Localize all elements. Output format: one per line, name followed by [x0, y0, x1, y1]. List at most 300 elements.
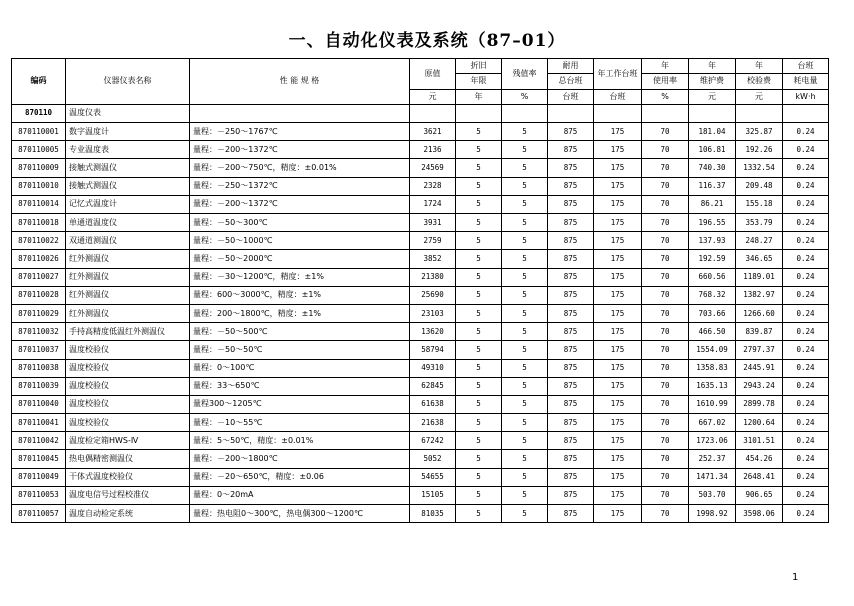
- row-price: 3931: [410, 214, 456, 232]
- row-residual: 5: [502, 141, 548, 159]
- row-annual: 175: [594, 177, 642, 195]
- row-annual: 175: [594, 304, 642, 322]
- row-use: 70: [642, 214, 689, 232]
- row-power: 0.24: [783, 159, 829, 177]
- row-use: 70: [642, 432, 689, 450]
- row-price: 1724: [410, 195, 456, 213]
- row-years: 5: [456, 323, 502, 341]
- row-maint: 1554.09: [689, 341, 736, 359]
- row-annual: 175: [594, 232, 642, 250]
- row-durable: 875: [548, 486, 594, 504]
- row-durable: 875: [548, 414, 594, 432]
- row-use: 70: [642, 414, 689, 432]
- unit-maint: 元: [689, 89, 736, 104]
- header-residual: 残值率: [502, 59, 548, 90]
- row-calib: 1200.64: [736, 414, 783, 432]
- row-name: 温度校验仪: [66, 341, 190, 359]
- row-code: 870110018: [12, 214, 66, 232]
- header-row-1: [12, 59, 829, 74]
- row-spec: 量程：－250～1767℃: [190, 123, 410, 141]
- instrument-table: [11, 58, 829, 523]
- row-code: 870110042: [12, 432, 66, 450]
- row-price: 49310: [410, 359, 456, 377]
- header-calib: 年: [736, 59, 783, 74]
- category-row: [12, 104, 829, 122]
- row-code: 870110057: [12, 505, 66, 523]
- row-code: 870110005: [12, 141, 66, 159]
- table-row: [12, 341, 829, 359]
- row-name: 红外测温仪: [66, 268, 190, 286]
- row-durable: 875: [548, 395, 594, 413]
- row-residual: 5: [502, 468, 548, 486]
- row-residual: 5: [502, 323, 548, 341]
- row-maint: 1998.92: [689, 505, 736, 523]
- header-use-rate: 使用率: [642, 74, 689, 89]
- row-name: 接触式测温仪: [66, 177, 190, 195]
- header-name: 仪器仪表名称: [66, 59, 190, 105]
- row-name: 专业温度表: [66, 141, 190, 159]
- row-calib: 2797.37: [736, 341, 783, 359]
- row-code: 870110039: [12, 377, 66, 395]
- row-residual: 5: [502, 304, 548, 322]
- row-durable: 875: [548, 214, 594, 232]
- row-code: 870110022: [12, 232, 66, 250]
- row-use: 70: [642, 395, 689, 413]
- header-use: 年: [642, 59, 689, 74]
- row-years: 5: [456, 195, 502, 213]
- row-name: 温度自动检定系统: [66, 505, 190, 523]
- unit-annual: 台班: [594, 89, 642, 104]
- row-calib: 209.48: [736, 177, 783, 195]
- row-spec: 量程：5～50℃，精度：±0.01%: [190, 432, 410, 450]
- row-spec: 量程：－250～1372℃: [190, 177, 410, 195]
- row-residual: 5: [502, 232, 548, 250]
- row-calib: 1266.60: [736, 304, 783, 322]
- row-use: 70: [642, 450, 689, 468]
- row-durable: 875: [548, 195, 594, 213]
- row-calib: 906.65: [736, 486, 783, 504]
- row-maint: 503.70: [689, 486, 736, 504]
- row-name: 温度校验仪: [66, 359, 190, 377]
- row-maint: 196.55: [689, 214, 736, 232]
- row-code: 870110041: [12, 414, 66, 432]
- table-row: [12, 377, 829, 395]
- row-spec: 量程：－200～750℃，精度：±0.01%: [190, 159, 410, 177]
- header-maint-fee: 维护费: [689, 74, 736, 89]
- row-use: 70: [642, 195, 689, 213]
- row-years: 5: [456, 395, 502, 413]
- row-code: 870110014: [12, 195, 66, 213]
- row-years: 5: [456, 177, 502, 195]
- row-calib: 2648.41: [736, 468, 783, 486]
- row-use: 70: [642, 250, 689, 268]
- row-years: 5: [456, 468, 502, 486]
- row-price: 23103: [410, 304, 456, 322]
- row-name: 双通道测温仪: [66, 232, 190, 250]
- row-durable: 875: [548, 250, 594, 268]
- row-residual: 5: [502, 250, 548, 268]
- header-maint: 年: [689, 59, 736, 74]
- row-code: 870110037: [12, 341, 66, 359]
- row-durable: 875: [548, 359, 594, 377]
- row-name: 温度校验仪: [66, 395, 190, 413]
- table-row: [12, 250, 829, 268]
- row-calib: 325.87: [736, 123, 783, 141]
- row-power: 0.24: [783, 123, 829, 141]
- row-code: 870110028: [12, 286, 66, 304]
- row-annual: 175: [594, 486, 642, 504]
- row-use: 70: [642, 486, 689, 504]
- row-spec: 量程：－50～50℃: [190, 341, 410, 359]
- row-name: 干体式温度校验仪: [66, 468, 190, 486]
- row-maint: 116.37: [689, 177, 736, 195]
- row-code: 870110045: [12, 450, 66, 468]
- row-annual: 175: [594, 377, 642, 395]
- table-row: [12, 395, 829, 413]
- row-maint: 137.93: [689, 232, 736, 250]
- row-spec: 量程：－50～500℃: [190, 323, 410, 341]
- row-residual: 5: [502, 268, 548, 286]
- row-durable: 875: [548, 159, 594, 177]
- row-spec: 量程：－10～55℃: [190, 414, 410, 432]
- row-power: 0.24: [783, 414, 829, 432]
- row-years: 5: [456, 486, 502, 504]
- row-name: 温度校验仪: [66, 414, 190, 432]
- row-annual: 175: [594, 159, 642, 177]
- row-maint: 1723.06: [689, 432, 736, 450]
- row-calib: 454.26: [736, 450, 783, 468]
- unit-price: 元: [410, 89, 456, 104]
- row-power: 0.24: [783, 323, 829, 341]
- table-row: [12, 414, 829, 432]
- row-years: 5: [456, 232, 502, 250]
- row-annual: 175: [594, 123, 642, 141]
- row-maint: 667.02: [689, 414, 736, 432]
- row-residual: 5: [502, 123, 548, 141]
- row-code: 870110053: [12, 486, 66, 504]
- row-price: 21380: [410, 268, 456, 286]
- page-title: 一、自动化仪表及系统（87–01）: [288, 31, 566, 51]
- row-durable: 875: [548, 232, 594, 250]
- row-residual: 5: [502, 414, 548, 432]
- row-durable: 875: [548, 377, 594, 395]
- row-use: 70: [642, 323, 689, 341]
- row-power: 0.24: [783, 304, 829, 322]
- category-code: 870110: [12, 104, 66, 122]
- row-calib: 839.87: [736, 323, 783, 341]
- row-power: 0.24: [783, 250, 829, 268]
- table-row: [12, 323, 829, 341]
- row-price: 58794: [410, 341, 456, 359]
- row-name: 记忆式温度计: [66, 195, 190, 213]
- row-price: 54655: [410, 468, 456, 486]
- row-maint: 252.37: [689, 450, 736, 468]
- row-maint: 1610.99: [689, 395, 736, 413]
- row-years: 5: [456, 286, 502, 304]
- row-years: 5: [456, 432, 502, 450]
- row-annual: 175: [594, 505, 642, 523]
- row-power: 0.24: [783, 395, 829, 413]
- row-residual: 5: [502, 359, 548, 377]
- row-name: 温度电信号过程校准仪: [66, 486, 190, 504]
- table-row: [12, 159, 829, 177]
- row-power: 0.24: [783, 486, 829, 504]
- row-use: 70: [642, 505, 689, 523]
- row-price: 3621: [410, 123, 456, 141]
- unit-calib: 元: [736, 89, 783, 104]
- row-name: 手持高精度低温红外测温仪: [66, 323, 190, 341]
- row-spec: 量程：－50～1000℃: [190, 232, 410, 250]
- row-years: 5: [456, 414, 502, 432]
- header-durable: 耐用: [548, 59, 594, 74]
- row-years: 5: [456, 341, 502, 359]
- row-annual: 175: [594, 359, 642, 377]
- row-use: 70: [642, 232, 689, 250]
- row-annual: 175: [594, 414, 642, 432]
- table-row: [12, 214, 829, 232]
- unit-durable: 台班: [548, 89, 594, 104]
- row-durable: 875: [548, 432, 594, 450]
- row-spec: 量程：－50～2000℃: [190, 250, 410, 268]
- row-use: 70: [642, 141, 689, 159]
- row-name: 数字温度计: [66, 123, 190, 141]
- row-maint: 1471.34: [689, 468, 736, 486]
- row-spec: 量程：0～20mA: [190, 486, 410, 504]
- row-years: 5: [456, 123, 502, 141]
- row-residual: 5: [502, 159, 548, 177]
- row-annual: 175: [594, 214, 642, 232]
- table-row: [12, 268, 829, 286]
- row-name: 热电偶精密测温仪: [66, 450, 190, 468]
- row-power: 0.24: [783, 341, 829, 359]
- row-maint: 181.04: [689, 123, 736, 141]
- row-maint: 1358.83: [689, 359, 736, 377]
- row-code: 870110038: [12, 359, 66, 377]
- table-row: [12, 304, 829, 322]
- row-spec: 量程：0～100℃: [190, 359, 410, 377]
- row-residual: 5: [502, 177, 548, 195]
- row-years: 5: [456, 250, 502, 268]
- unit-residual: %: [502, 89, 548, 104]
- row-code: 870110049: [12, 468, 66, 486]
- row-annual: 175: [594, 323, 642, 341]
- header-calib-fee: 校验费: [736, 74, 783, 89]
- row-use: 70: [642, 123, 689, 141]
- row-calib: 2899.78: [736, 395, 783, 413]
- row-residual: 5: [502, 432, 548, 450]
- row-price: 2328: [410, 177, 456, 195]
- row-years: 5: [456, 159, 502, 177]
- row-calib: 192.26: [736, 141, 783, 159]
- row-power: 0.24: [783, 214, 829, 232]
- row-calib: 2445.91: [736, 359, 783, 377]
- header-durable-total: 总台班: [548, 74, 594, 89]
- row-price: 3852: [410, 250, 456, 268]
- row-durable: 875: [548, 141, 594, 159]
- row-annual: 175: [594, 341, 642, 359]
- row-price: 2759: [410, 232, 456, 250]
- row-price: 61638: [410, 395, 456, 413]
- row-durable: 875: [548, 268, 594, 286]
- row-years: 5: [456, 359, 502, 377]
- row-maint: 106.81: [689, 141, 736, 159]
- row-annual: 175: [594, 195, 642, 213]
- row-code: 870110010: [12, 177, 66, 195]
- unit-years: 年: [456, 89, 502, 104]
- row-use: 70: [642, 286, 689, 304]
- header-annual-work: 年工作台班: [594, 59, 642, 90]
- row-use: 70: [642, 341, 689, 359]
- table-row: [12, 505, 829, 523]
- row-price: 25690: [410, 286, 456, 304]
- table-row: [12, 432, 829, 450]
- row-calib: 2943.24: [736, 377, 783, 395]
- table-row: [12, 195, 829, 213]
- row-price: 62845: [410, 377, 456, 395]
- row-code: 870110040: [12, 395, 66, 413]
- row-annual: 175: [594, 432, 642, 450]
- unit-power: kW·h: [783, 89, 829, 104]
- row-spec: 量程：－20～650℃，精度：±0.06: [190, 468, 410, 486]
- row-annual: 175: [594, 268, 642, 286]
- row-residual: 5: [502, 341, 548, 359]
- header-power: 台班: [783, 59, 829, 74]
- row-years: 5: [456, 505, 502, 523]
- row-residual: 5: [502, 505, 548, 523]
- row-durable: 875: [548, 286, 594, 304]
- row-annual: 175: [594, 395, 642, 413]
- row-calib: 346.65: [736, 250, 783, 268]
- header-price: 原值: [410, 59, 456, 90]
- row-spec: 量程：－200～1800℃: [190, 450, 410, 468]
- header-depreciation-years: 年限: [456, 74, 502, 89]
- row-residual: 5: [502, 195, 548, 213]
- row-durable: 875: [548, 304, 594, 322]
- row-annual: 175: [594, 141, 642, 159]
- row-calib: 1382.97: [736, 286, 783, 304]
- row-spec: 量程：－30～1200℃，精度：±1%: [190, 268, 410, 286]
- row-maint: 1635.13: [689, 377, 736, 395]
- row-maint: 86.21: [689, 195, 736, 213]
- row-durable: 875: [548, 341, 594, 359]
- row-years: 5: [456, 214, 502, 232]
- category-name: 温度仪表: [66, 104, 190, 122]
- header-depreciation: 折旧: [456, 59, 502, 74]
- row-durable: 875: [548, 323, 594, 341]
- row-residual: 5: [502, 486, 548, 504]
- row-maint: 466.50: [689, 323, 736, 341]
- row-durable: 875: [548, 468, 594, 486]
- row-spec: 量程：－50～300℃: [190, 214, 410, 232]
- row-price: 24569: [410, 159, 456, 177]
- row-price: 67242: [410, 432, 456, 450]
- row-code: 870110009: [12, 159, 66, 177]
- row-code: 870110032: [12, 323, 66, 341]
- row-code: 870110026: [12, 250, 66, 268]
- row-years: 5: [456, 304, 502, 322]
- row-spec: 量程300～1205℃: [190, 395, 410, 413]
- row-power: 0.24: [783, 286, 829, 304]
- table-row: [12, 177, 829, 195]
- row-maint: 192.59: [689, 250, 736, 268]
- row-maint: 740.30: [689, 159, 736, 177]
- row-calib: 155.18: [736, 195, 783, 213]
- row-spec: 量程：－200～1372℃: [190, 195, 410, 213]
- header-spec: 性 能 规 格: [190, 59, 410, 105]
- row-price: 2136: [410, 141, 456, 159]
- row-residual: 5: [502, 214, 548, 232]
- row-use: 70: [642, 468, 689, 486]
- row-code: 870110027: [12, 268, 66, 286]
- row-calib: 1189.01: [736, 268, 783, 286]
- row-name: 红外测温仪: [66, 286, 190, 304]
- row-annual: 175: [594, 450, 642, 468]
- row-power: 0.24: [783, 141, 829, 159]
- row-durable: 875: [548, 123, 594, 141]
- row-residual: 5: [502, 450, 548, 468]
- row-power: 0.24: [783, 195, 829, 213]
- row-annual: 175: [594, 468, 642, 486]
- row-name: 单通道温度仪: [66, 214, 190, 232]
- row-price: 5052: [410, 450, 456, 468]
- row-name: 接触式测温仪: [66, 159, 190, 177]
- row-maint: 768.32: [689, 286, 736, 304]
- row-durable: 875: [548, 177, 594, 195]
- row-price: 21638: [410, 414, 456, 432]
- row-calib: 3101.51: [736, 432, 783, 450]
- header-power-use: 耗电量: [783, 74, 829, 89]
- row-spec: 量程：200～1800℃，精度：±1%: [190, 304, 410, 322]
- row-name: 红外测温仪: [66, 304, 190, 322]
- row-name: 红外测温仪: [66, 250, 190, 268]
- table-row: [12, 123, 829, 141]
- row-years: 5: [456, 141, 502, 159]
- unit-use: %: [642, 89, 689, 104]
- row-calib: 3598.06: [736, 505, 783, 523]
- row-use: 70: [642, 377, 689, 395]
- row-annual: 175: [594, 286, 642, 304]
- table-row: [12, 141, 829, 159]
- row-power: 0.24: [783, 232, 829, 250]
- row-use: 70: [642, 304, 689, 322]
- row-spec: 量程：600～3000℃，精度：±1%: [190, 286, 410, 304]
- row-maint: 660.56: [689, 268, 736, 286]
- table-row: [12, 486, 829, 504]
- row-residual: 5: [502, 377, 548, 395]
- table-row: [12, 450, 829, 468]
- row-name: 温度校验仪: [66, 377, 190, 395]
- row-use: 70: [642, 359, 689, 377]
- row-annual: 175: [594, 250, 642, 268]
- row-power: 0.24: [783, 177, 829, 195]
- table-row: [12, 286, 829, 304]
- table-row: [12, 232, 829, 250]
- row-residual: 5: [502, 395, 548, 413]
- row-calib: 353.79: [736, 214, 783, 232]
- row-calib: 248.27: [736, 232, 783, 250]
- row-durable: 875: [548, 450, 594, 468]
- row-durable: 875: [548, 505, 594, 523]
- row-spec: 量程：热电阻0～300℃，热电偶300～1200℃: [190, 505, 410, 523]
- row-power: 0.24: [783, 450, 829, 468]
- row-use: 70: [642, 159, 689, 177]
- row-years: 5: [456, 268, 502, 286]
- row-name: 温度检定箱HWS-Ⅳ: [66, 432, 190, 450]
- row-power: 0.24: [783, 505, 829, 523]
- row-price: 15105: [410, 486, 456, 504]
- row-power: 0.24: [783, 468, 829, 486]
- row-power: 0.24: [783, 377, 829, 395]
